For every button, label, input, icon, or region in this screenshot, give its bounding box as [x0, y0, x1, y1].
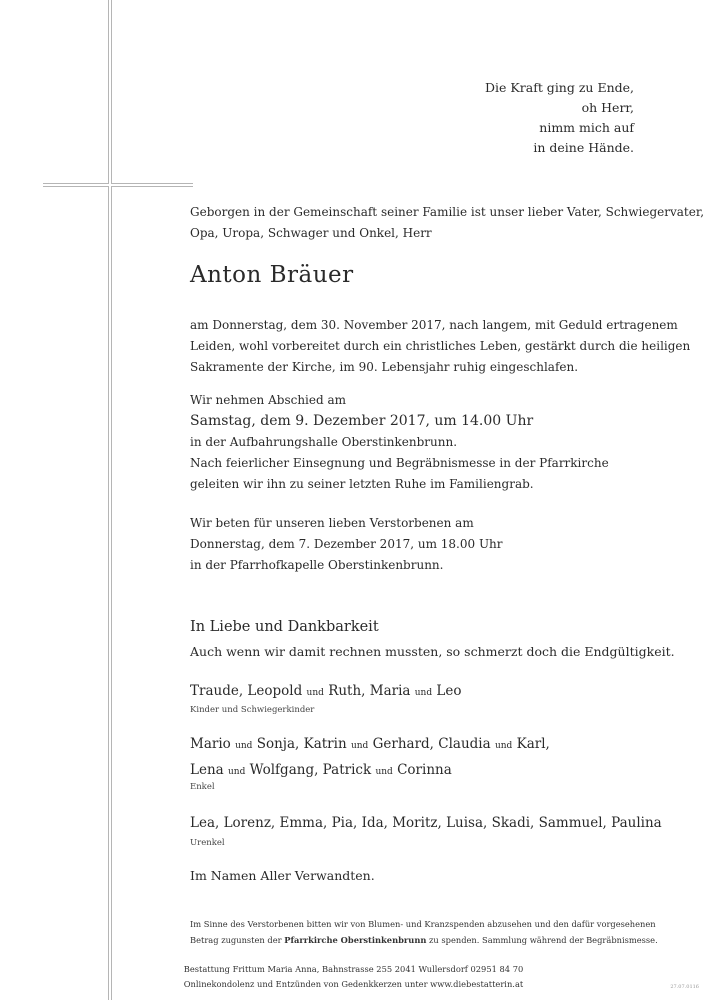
cross-horizontal-line [43, 183, 193, 187]
donation-recipient: Pfarrkirche Oberstinkenbrunn [284, 935, 427, 945]
love-text: Auch wenn wir damit rechnen mussten, so schmerzt doch die Endgültigkeit. [190, 644, 675, 659]
farewell-block: Wir nehmen Abschied am Samstag, dem 9. Dezember 2017, um 14.00 Uhr in der Aufbahrungshalle Oberstinkenbrunn. Nach feierlicher Einsegnung und Begräbnismesse in der Pfarrkirche geleiten wir ihn zu seiner letzten Ruhe im Familiengrab. [190, 390, 609, 495]
farewell-date: Samstag, dem 9. Dezember 2017, um 14.00 Uhr [190, 413, 534, 429]
poem-line: in deine Hände. [533, 140, 634, 155]
great-grandchildren-label: Urenkel [190, 838, 225, 848]
undertaker-info: Bestattung Frittum Maria Anna, Bahnstrasse 255 2041 Wullersdorf 02951 84 70 Onlinekondolenz und Entzünden von Gedenkkerzen unter www.diebestatterin.at [183, 964, 524, 989]
intro-text: Geborgen in der Gemeinschaft seiner Familie ist unser lieber Vater, Schwiegervater, Opa, Uropa, Schwager und Onkel, Herr [190, 205, 705, 240]
print-code: 27.07.0116 [670, 984, 699, 990]
grandchildren-names: Mario und Sonja, Katrin und Gerhard, Claudia und Karl, Lena und Wolfgang, Patrick und Corinna [190, 736, 550, 778]
great-grandchildren-names: Lea, Lorenz, Emma, Pia, Ida, Moritz, Luisa, Skadi, Sammuel, Paulina [190, 815, 662, 831]
poem-line: oh Herr, [581, 100, 634, 115]
deceased-name: Anton Bräuer [190, 262, 354, 288]
farewell-intro: Wir nehmen Abschied am [190, 393, 347, 407]
closing-line: Im Namen Aller Verwandten. [190, 868, 375, 883]
grandchildren-label: Enkel [190, 782, 215, 792]
prayer-block: Wir beten für unseren lieben Verstorbenen am Donnerstag, dem 7. Dezember 2017, um 18.00 Uhr in der Pfarrhofkapelle Oberstinkenbrunn. [190, 516, 503, 572]
poem-line: nimm mich auf [539, 120, 634, 135]
poem [485, 78, 634, 158]
love-title: In Liebe und Dankbarkeit [190, 619, 379, 635]
death-text: am Donnerstag, dem 30. November 2017, nach langem, mit Geduld ertragenem Leiden, wohl vorbereitet durch ein christliches Leben, gestärkt durch die heiligen Sakramente der Kirche, im 90. Lebensjahr ruhig eingeschlafen. [190, 318, 691, 374]
children-label: Kinder und Schwiegerkinder [190, 705, 315, 715]
poem-line: Die Kraft ging zu Ende, [485, 80, 634, 95]
cross-vertical-line [108, 0, 112, 1000]
donation-note: Im Sinne des Verstorbenen bitten wir von Blumen- und Kranzspenden abzusehen und den dafür vorgesehenen Betrag zugunsten der Pfarrkirche Oberstinkenbrunn zu spenden. Sammlung während der Begräbnismesse. [190, 919, 658, 945]
children-names: Traude, Leopold und Ruth, Maria und Leo [190, 683, 462, 699]
